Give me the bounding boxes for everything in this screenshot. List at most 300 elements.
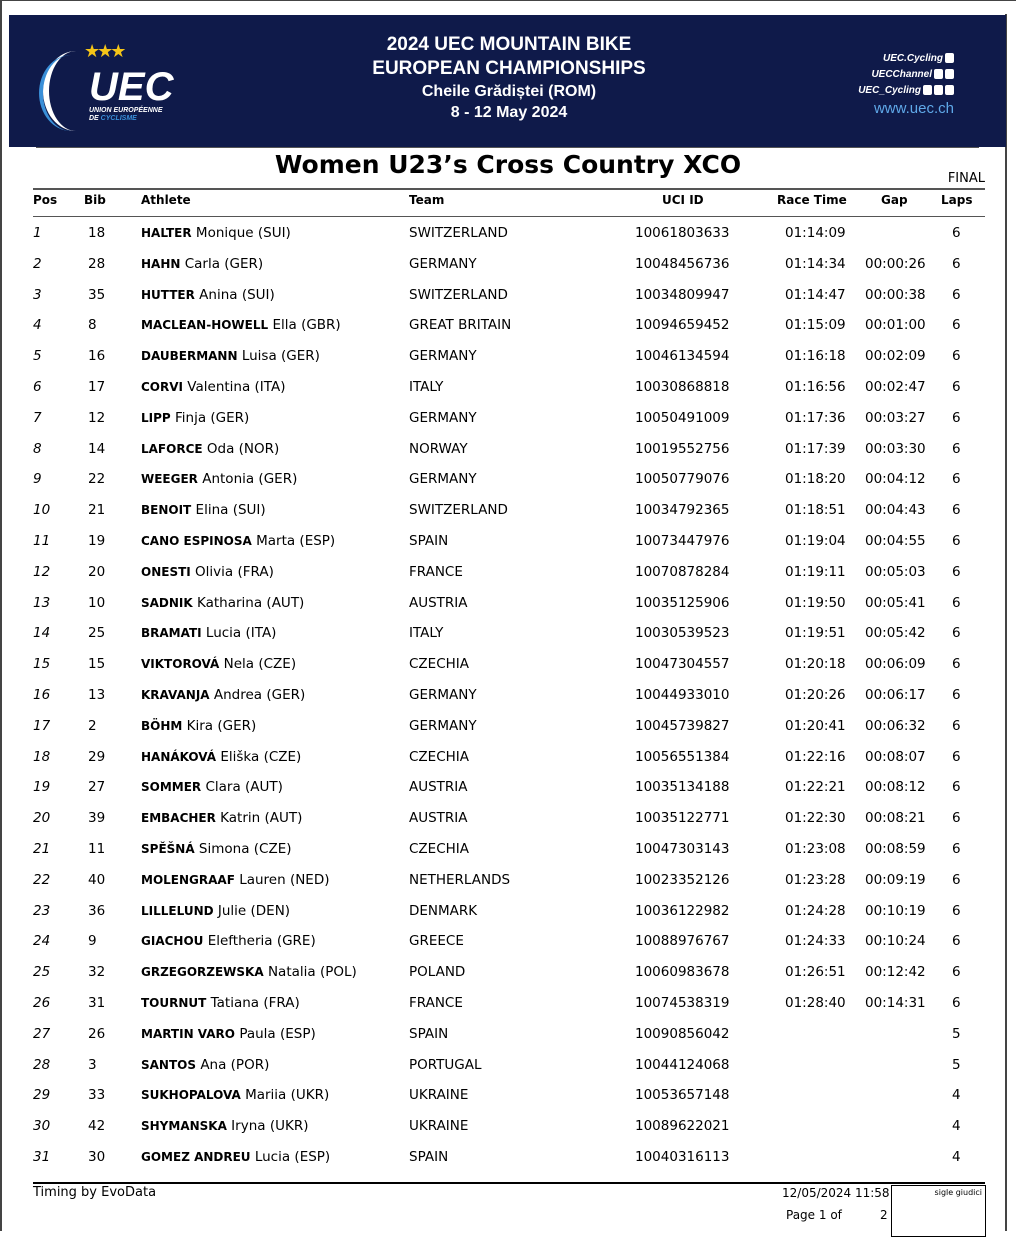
cell-athlete bbox=[141, 225, 291, 241]
cell-race-time: 01:19:51 bbox=[785, 625, 846, 642]
cell-bib: 21 bbox=[88, 502, 106, 519]
athlete-given-name: Natalia (POL) bbox=[267, 964, 357, 981]
athlete-given-name: Eleftheria (GRE) bbox=[207, 933, 316, 950]
cell-uci-id: 10030868818 bbox=[635, 379, 730, 395]
cell-bib: 10 bbox=[88, 594, 106, 611]
cell-bib: 22 bbox=[88, 471, 106, 488]
cell-bib: 39 bbox=[88, 810, 106, 827]
table-row bbox=[0, 564, 1016, 594]
cell-laps: 6 bbox=[952, 348, 961, 365]
social-links: UEC.Cycling UECChannel UEC_Cycling www.uec.ch bbox=[858, 53, 954, 117]
cell-athlete bbox=[141, 441, 279, 457]
cell-team: SWITZERLAND bbox=[409, 286, 508, 303]
athlete-surname: CANO ESPINOSA bbox=[141, 534, 252, 548]
cell-bib: 42 bbox=[88, 1118, 106, 1135]
status-label: FINAL bbox=[947, 171, 985, 186]
cell-race-time: 01:28:40 bbox=[785, 995, 846, 1011]
athlete-surname: GRZEGORZEWSKA bbox=[141, 965, 264, 980]
cell-laps: 6 bbox=[952, 225, 961, 241]
cell-pos: 17 bbox=[33, 717, 51, 734]
cell-race-time: 01:14:47 bbox=[785, 286, 846, 303]
col-bib: Bib bbox=[84, 193, 106, 207]
cell-team: POLAND bbox=[409, 964, 466, 981]
athlete-given-name: Tatiana (FRA) bbox=[210, 995, 300, 1011]
athlete-given-name: Elina (SUI) bbox=[195, 502, 266, 519]
cell-gap: 00:10:24 bbox=[865, 933, 926, 950]
cell-bib: 31 bbox=[88, 995, 106, 1011]
cell-gap: 00:04:43 bbox=[865, 502, 926, 519]
cell-team: SWITZERLAND bbox=[409, 502, 508, 519]
divider bbox=[33, 188, 985, 190]
cell-race-time: 01:23:28 bbox=[785, 871, 846, 888]
divider bbox=[33, 1182, 985, 1184]
cell-pos: 15 bbox=[33, 656, 51, 673]
cell-team: ITALY bbox=[409, 625, 444, 642]
table-row bbox=[0, 718, 1016, 748]
cell-laps: 6 bbox=[952, 471, 961, 488]
cell-uci-id: 10036122982 bbox=[635, 902, 730, 919]
cell-team: GERMANY bbox=[409, 409, 477, 426]
cell-gap: 00:04:12 bbox=[865, 471, 926, 488]
athlete-surname: SOMMER bbox=[141, 780, 202, 795]
table-row bbox=[0, 749, 1016, 779]
table-row bbox=[0, 471, 1016, 501]
cell-athlete bbox=[141, 410, 249, 426]
athlete-given-name: Katrin (AUT) bbox=[220, 810, 303, 827]
cell-gap: 00:06:09 bbox=[865, 656, 926, 673]
cell-pos: 2 bbox=[33, 255, 42, 272]
table-row bbox=[0, 1087, 1016, 1117]
cell-laps: 6 bbox=[952, 841, 961, 857]
cell-team: CZECHIA bbox=[409, 748, 469, 765]
cell-laps: 6 bbox=[952, 748, 961, 765]
table-row bbox=[0, 317, 1016, 347]
cell-athlete bbox=[141, 564, 274, 580]
event-dates: 8 - 12 May 2024 bbox=[450, 104, 568, 121]
cell-pos: 7 bbox=[33, 409, 42, 426]
athlete-surname: HUTTER bbox=[141, 287, 195, 302]
athlete-given-name: Andrea (GER) bbox=[213, 687, 306, 703]
cell-laps: 5 bbox=[952, 1056, 961, 1073]
cell-team: FRANCE bbox=[409, 995, 463, 1011]
cell-athlete bbox=[141, 1118, 308, 1134]
cell-gap: 00:14:31 bbox=[865, 995, 926, 1011]
athlete-given-name: Oda (NOR) bbox=[206, 440, 280, 457]
athlete-given-name: Nela (CZE) bbox=[223, 656, 297, 673]
cell-gap: 00:08:21 bbox=[865, 810, 926, 827]
athlete-given-name: Clara (AUT) bbox=[205, 779, 283, 796]
cell-bib: 9 bbox=[88, 933, 97, 950]
cell-race-time: 01:20:41 bbox=[785, 717, 846, 734]
cell-pos: 4 bbox=[33, 317, 42, 334]
athlete-given-name: Ana (POR) bbox=[200, 1056, 270, 1073]
cell-pos: 29 bbox=[33, 1087, 51, 1104]
cell-team: SPAIN bbox=[409, 1025, 449, 1042]
cell-uci-id: 10019552756 bbox=[635, 440, 730, 457]
cell-uci-id: 10035134188 bbox=[635, 779, 730, 796]
cell-race-time: 01:15:09 bbox=[785, 317, 846, 334]
cell-gap: 00:00:38 bbox=[865, 286, 926, 303]
athlete-surname: HALTER bbox=[141, 226, 192, 240]
cell-team: SPAIN bbox=[409, 1149, 449, 1165]
cell-laps: 6 bbox=[952, 687, 961, 703]
cell-uci-id: 10073447976 bbox=[635, 533, 730, 549]
cell-gap: 00:12:42 bbox=[865, 964, 926, 981]
cell-athlete bbox=[141, 1087, 329, 1103]
athlete-surname: GOMEZ ANDREU bbox=[141, 1150, 251, 1164]
table-row bbox=[0, 625, 1016, 655]
cell-laps: 6 bbox=[952, 656, 961, 673]
cell-laps: 6 bbox=[952, 563, 961, 580]
cell-athlete bbox=[141, 1149, 330, 1165]
cell-athlete bbox=[141, 1026, 316, 1042]
website-link: www.uec.ch bbox=[873, 100, 954, 117]
table-row bbox=[0, 348, 1016, 378]
cell-race-time: 01:26:51 bbox=[785, 964, 846, 981]
cell-gap: 00:08:07 bbox=[865, 748, 926, 765]
athlete-given-name: Eliška (CZE) bbox=[220, 748, 302, 765]
cell-laps: 6 bbox=[952, 409, 961, 426]
cell-bib: 20 bbox=[88, 563, 106, 580]
table-row bbox=[0, 1026, 1016, 1056]
athlete-given-name: Kira (GER) bbox=[186, 717, 257, 734]
event-banner bbox=[9, 15, 1006, 147]
cell-bib: 8 bbox=[88, 317, 97, 334]
cell-athlete bbox=[141, 964, 357, 980]
cell-laps: 6 bbox=[952, 717, 961, 734]
cell-pos: 5 bbox=[33, 348, 42, 365]
cell-race-time: 01:17:36 bbox=[785, 409, 846, 426]
athlete-surname: SANTOS bbox=[141, 1057, 197, 1072]
cell-gap: 00:03:30 bbox=[865, 440, 926, 457]
cell-laps: 6 bbox=[952, 995, 961, 1011]
cell-pos: 1 bbox=[33, 225, 42, 241]
cell-bib: 25 bbox=[88, 625, 106, 642]
tiktok-icon bbox=[945, 85, 954, 95]
cell-uci-id: 10089622021 bbox=[635, 1118, 730, 1135]
cell-uci-id: 10053657148 bbox=[635, 1087, 730, 1104]
table-row bbox=[0, 933, 1016, 963]
table-row bbox=[0, 964, 1016, 994]
cell-gap: 00:08:12 bbox=[865, 779, 926, 796]
col-team: Team bbox=[409, 193, 445, 207]
cell-bib: 27 bbox=[88, 779, 106, 796]
cell-team: ITALY bbox=[409, 379, 444, 395]
cell-uci-id: 10040316113 bbox=[635, 1149, 730, 1165]
signature-box: sigle giudici bbox=[891, 1185, 986, 1237]
cell-laps: 4 bbox=[952, 1149, 961, 1165]
cell-team: GERMANY bbox=[409, 687, 477, 703]
cell-laps: 6 bbox=[952, 502, 961, 519]
athlete-given-name: Paula (ESP) bbox=[239, 1025, 316, 1042]
table-row bbox=[0, 595, 1016, 625]
cell-athlete bbox=[141, 287, 275, 303]
cell-bib: 2 bbox=[88, 717, 97, 734]
cell-athlete bbox=[141, 348, 320, 364]
cell-team: NETHERLANDS bbox=[409, 871, 511, 888]
cell-uci-id: 10074538319 bbox=[635, 995, 730, 1011]
cell-bib: 12 bbox=[88, 409, 106, 426]
cell-gap: 00:05:42 bbox=[865, 625, 926, 642]
cell-laps: 6 bbox=[952, 625, 961, 642]
athlete-surname: HANÁKOVÁ bbox=[141, 749, 217, 764]
cell-team: GREAT BRITAIN bbox=[409, 317, 512, 334]
cell-bib: 19 bbox=[88, 533, 106, 549]
cell-team: GERMANY bbox=[409, 717, 477, 734]
facebook-icon bbox=[945, 53, 954, 63]
cell-bib: 3 bbox=[88, 1056, 97, 1073]
cell-bib: 16 bbox=[88, 348, 106, 365]
cell-uci-id: 10060983678 bbox=[635, 964, 730, 981]
cell-gap: 00:03:27 bbox=[865, 409, 926, 426]
timing-credit: Timing by EvoData bbox=[33, 1185, 157, 1200]
cell-pos: 24 bbox=[33, 933, 51, 950]
cell-race-time: 01:14:34 bbox=[785, 255, 846, 272]
cell-athlete bbox=[141, 379, 285, 395]
cell-gap: 00:04:55 bbox=[865, 533, 926, 549]
table-row bbox=[0, 287, 1016, 317]
cell-pos: 9 bbox=[33, 471, 42, 488]
cell-team: UKRAINE bbox=[409, 1087, 469, 1104]
cell-uci-id: 10050491009 bbox=[635, 409, 730, 426]
athlete-given-name: Carla (GER) bbox=[184, 255, 264, 272]
cell-gap: 00:02:09 bbox=[865, 348, 926, 365]
cell-pos: 30 bbox=[33, 1118, 51, 1135]
cell-bib: 11 bbox=[88, 841, 106, 857]
cell-uci-id: 10045739827 bbox=[635, 717, 730, 734]
athlete-surname: LIPP bbox=[141, 410, 171, 425]
cell-team: CZECHIA bbox=[409, 841, 469, 857]
athlete-given-name: Simona (CZE) bbox=[198, 841, 292, 857]
athlete-surname: CORVI bbox=[141, 380, 183, 394]
cell-uci-id: 10088976767 bbox=[635, 933, 730, 950]
cell-gap: 00:01:00 bbox=[865, 317, 926, 334]
athlete-surname: BÖHM bbox=[141, 718, 183, 733]
table-row bbox=[0, 256, 1016, 286]
cell-bib: 29 bbox=[88, 748, 106, 765]
cell-uci-id: 10050779076 bbox=[635, 471, 730, 488]
cell-athlete bbox=[141, 718, 256, 734]
cell-race-time: 01:22:21 bbox=[785, 779, 846, 796]
cell-pos: 31 bbox=[33, 1149, 51, 1165]
cell-bib: 17 bbox=[88, 379, 106, 395]
athlete-surname: SUKHOPALOVA bbox=[141, 1088, 241, 1103]
table-row bbox=[0, 995, 1016, 1025]
cell-gap: 00:05:41 bbox=[865, 594, 926, 611]
athlete-surname: TOURNUT bbox=[141, 996, 207, 1010]
cell-athlete bbox=[141, 656, 296, 672]
cell-pos: 27 bbox=[33, 1025, 51, 1042]
athlete-surname: SADNIK bbox=[141, 595, 193, 610]
cell-pos: 26 bbox=[33, 995, 51, 1011]
athlete-given-name: Iryna (UKR) bbox=[231, 1118, 309, 1135]
athlete-surname: MARTIN VARO bbox=[141, 1026, 236, 1041]
cell-team: CZECHIA bbox=[409, 656, 469, 673]
cell-team: GREECE bbox=[409, 933, 464, 950]
cell-athlete bbox=[141, 872, 330, 888]
cell-bib: 15 bbox=[88, 656, 106, 673]
cell-pos: 28 bbox=[33, 1056, 51, 1073]
cell-pos: 25 bbox=[33, 964, 51, 981]
athlete-surname: GIACHOU bbox=[141, 934, 204, 949]
table-row bbox=[0, 410, 1016, 440]
cell-laps: 6 bbox=[952, 779, 961, 796]
cell-team: SPAIN bbox=[409, 533, 449, 549]
athlete-surname: DAUBERMANN bbox=[141, 349, 238, 364]
cell-gap: 00:10:19 bbox=[865, 902, 926, 919]
cell-pos: 22 bbox=[33, 871, 51, 888]
athlete-given-name: Ella (GBR) bbox=[272, 317, 341, 334]
cell-athlete bbox=[141, 1057, 269, 1073]
cell-pos: 14 bbox=[33, 625, 51, 642]
table-row bbox=[0, 841, 1016, 871]
cell-laps: 6 bbox=[952, 594, 961, 611]
cell-pos: 16 bbox=[33, 687, 51, 703]
cell-athlete bbox=[141, 317, 341, 333]
cell-pos: 21 bbox=[33, 841, 51, 857]
athlete-surname: VIKTOROVÁ bbox=[141, 657, 220, 672]
event-location: Cheile Grădiștei (ROM) bbox=[421, 83, 597, 100]
table-row bbox=[0, 225, 1016, 255]
cell-laps: 6 bbox=[952, 964, 961, 981]
cell-bib: 13 bbox=[88, 687, 106, 703]
frame-border bbox=[0, 0, 1016, 1]
event-title: 2024 UEC MOUNTAIN BIKE EUROPEAN CHAMPIONSHIPS Cheile Grădiștei (ROM) 8 - 12 May 2024 bbox=[259, 33, 759, 123]
athlete-given-name: Julie (DEN) bbox=[217, 902, 291, 919]
cell-race-time: 01:20:26 bbox=[785, 687, 846, 703]
cell-uci-id: 10030539523 bbox=[635, 625, 730, 642]
cell-uci-id: 10061803633 bbox=[635, 225, 730, 241]
cell-athlete bbox=[141, 749, 301, 765]
athlete-surname: LAFORCE bbox=[141, 441, 203, 456]
divider bbox=[33, 216, 985, 217]
cell-race-time: 01:17:39 bbox=[785, 440, 846, 457]
cell-pos: 12 bbox=[33, 563, 51, 580]
cell-laps: 6 bbox=[952, 379, 961, 395]
cell-athlete bbox=[141, 533, 335, 549]
cell-uci-id: 10044933010 bbox=[635, 687, 730, 703]
cell-race-time: 01:18:51 bbox=[785, 502, 846, 519]
col-laps: Laps bbox=[941, 193, 973, 207]
cell-pos: 3 bbox=[33, 286, 42, 303]
cell-laps: 6 bbox=[952, 533, 961, 549]
table-row bbox=[0, 687, 1016, 717]
cell-race-time: 01:19:04 bbox=[785, 533, 846, 549]
cell-laps: 4 bbox=[952, 1118, 961, 1135]
cell-gap: 00:06:17 bbox=[865, 687, 926, 703]
cell-athlete bbox=[141, 841, 292, 857]
col-gap: Gap bbox=[881, 193, 908, 207]
table-row bbox=[0, 502, 1016, 532]
cell-athlete bbox=[141, 779, 283, 795]
cell-team: SWITZERLAND bbox=[409, 225, 508, 241]
cell-uci-id: 10035122771 bbox=[635, 810, 730, 827]
athlete-surname: KRAVANJA bbox=[141, 688, 210, 702]
cell-team: PORTUGAL bbox=[409, 1056, 482, 1073]
table-row bbox=[0, 810, 1016, 840]
athlete-surname: WEEGER bbox=[141, 472, 198, 487]
cell-bib: 36 bbox=[88, 902, 106, 919]
cell-gap: 00:06:32 bbox=[865, 717, 926, 734]
athlete-given-name: Lauren (NED) bbox=[239, 871, 330, 888]
table-row bbox=[0, 1057, 1016, 1087]
cell-race-time: 01:19:11 bbox=[785, 563, 846, 580]
athlete-surname: MOLENGRAAF bbox=[141, 872, 235, 887]
table-row bbox=[0, 872, 1016, 902]
cell-athlete bbox=[141, 625, 276, 641]
cell-athlete bbox=[141, 471, 297, 487]
uec-logo: ★★★ UEC UNION EUROPÉENNE DE CYCLISME bbox=[39, 45, 219, 135]
table-row bbox=[0, 1118, 1016, 1148]
cell-laps: 6 bbox=[952, 933, 961, 950]
athlete-given-name: Lucia (ITA) bbox=[205, 625, 277, 642]
cell-pos: 19 bbox=[33, 779, 51, 796]
table-row bbox=[0, 903, 1016, 933]
athlete-surname: ONESTI bbox=[141, 564, 191, 579]
cell-team: AUSTRIA bbox=[409, 810, 468, 827]
table-row bbox=[0, 656, 1016, 686]
cell-race-time: 01:14:09 bbox=[785, 225, 846, 241]
athlete-given-name: Mariia (UKR) bbox=[245, 1087, 330, 1104]
cell-race-time: 01:20:18 bbox=[785, 656, 846, 673]
cell-laps: 6 bbox=[952, 871, 961, 888]
cell-uci-id: 10035125906 bbox=[635, 594, 730, 611]
athlete-given-name: Marta (ESP) bbox=[256, 533, 336, 549]
page-label: Page 1 of bbox=[786, 1208, 842, 1222]
col-pos: Pos bbox=[33, 193, 58, 207]
cell-athlete bbox=[141, 595, 304, 611]
cell-uci-id: 10056551384 bbox=[635, 748, 730, 765]
cell-team: NORWAY bbox=[409, 440, 468, 457]
athlete-given-name: Olivia (FRA) bbox=[195, 563, 274, 580]
cell-laps: 6 bbox=[952, 317, 961, 334]
cell-gap: 00:08:59 bbox=[865, 841, 926, 857]
table-row bbox=[0, 379, 1016, 409]
cell-gap: 00:05:03 bbox=[865, 563, 926, 580]
athlete-given-name: Valentina (ITA) bbox=[187, 379, 286, 395]
cell-laps: 6 bbox=[952, 255, 961, 272]
cell-uci-id: 10094659452 bbox=[635, 317, 730, 334]
cell-race-time: 01:16:56 bbox=[785, 379, 846, 395]
col-race-time: Race Time bbox=[777, 193, 847, 207]
cell-pos: 11 bbox=[33, 533, 51, 549]
cell-team: GERMANY bbox=[409, 348, 477, 365]
cell-bib: 14 bbox=[88, 440, 106, 457]
cell-pos: 23 bbox=[33, 902, 51, 919]
instagram-icon bbox=[934, 85, 943, 95]
stars-icon: ★★★ bbox=[84, 41, 124, 62]
cell-bib: 33 bbox=[88, 1087, 106, 1104]
cell-pos: 20 bbox=[33, 810, 51, 827]
athlete-given-name: Lucia (ESP) bbox=[254, 1149, 331, 1165]
athlete-surname: SHYMANSKA bbox=[141, 1119, 227, 1134]
cell-team: AUSTRIA bbox=[409, 594, 468, 611]
cell-uci-id: 10034809947 bbox=[635, 286, 730, 303]
cell-uci-id: 10034792365 bbox=[635, 502, 730, 519]
cell-team: GERMANY bbox=[409, 471, 477, 488]
athlete-given-name: Luisa (GER) bbox=[241, 348, 320, 365]
cell-uci-id: 10070878284 bbox=[635, 563, 730, 580]
athlete-surname: SPĚŠNÁ bbox=[141, 842, 195, 856]
cell-team: GERMANY bbox=[409, 255, 477, 272]
cell-race-time: 01:24:28 bbox=[785, 902, 846, 919]
athlete-given-name: Anina (SUI) bbox=[199, 286, 275, 303]
athlete-surname: BRAMATI bbox=[141, 626, 202, 641]
x-icon bbox=[923, 85, 932, 95]
divider bbox=[36, 147, 979, 148]
cell-race-time: 01:23:08 bbox=[785, 841, 846, 857]
cell-athlete bbox=[141, 687, 305, 703]
